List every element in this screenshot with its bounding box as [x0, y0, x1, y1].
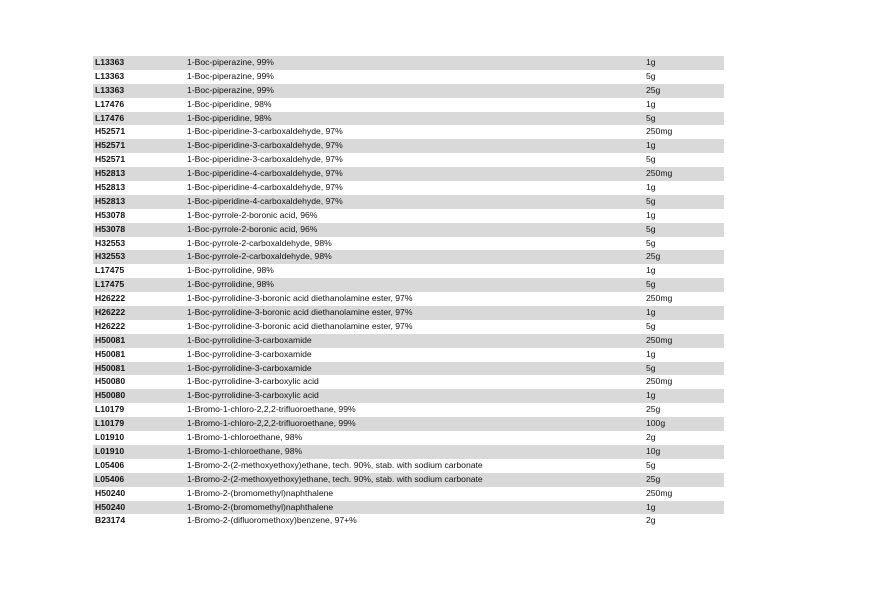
table-row	[93, 403, 724, 417]
product-code: H50080	[95, 390, 126, 401]
pack-size: 1g	[646, 209, 656, 220]
pack-size: 5g	[646, 154, 656, 165]
product-code: H32553	[95, 237, 126, 248]
product-description: 1-Boc-pyrrole-2-carboxaldehyde, 98%	[187, 237, 332, 248]
product-description: 1-Boc-pyrrolidine-3-carboxamide	[187, 348, 312, 359]
table-row	[93, 167, 724, 181]
table-row	[93, 237, 724, 251]
product-code: H50080	[95, 376, 126, 387]
pack-size: 100g	[646, 418, 666, 429]
table-row	[93, 209, 724, 223]
table-row	[93, 334, 724, 348]
pack-size: 10g	[646, 445, 661, 456]
table-row	[93, 320, 724, 334]
product-description: 1-Boc-piperidine-3-carboxaldehyde, 97%	[187, 154, 343, 165]
product-code: L13363	[95, 84, 125, 95]
product-description: 1-Bromo-1-chloroethane, 98%	[187, 432, 303, 443]
product-code: H26222	[95, 320, 126, 331]
pack-size: 25g	[646, 473, 661, 484]
table-row	[93, 292, 724, 306]
product-description: 1-Bromo-1-chloro-2,2,2-trifluoroethane, 99%	[187, 418, 356, 429]
product-description: 1-Bromo-1-chloro-2,2,2-trifluoroethane, 99%	[187, 404, 356, 415]
pack-size: 1g	[646, 307, 656, 318]
table-row	[93, 139, 724, 153]
table-row	[93, 125, 724, 139]
pack-size: 5g	[646, 237, 656, 248]
table-row	[93, 362, 724, 376]
pack-size: 1g	[646, 390, 656, 401]
product-description: 1-Boc-pyrrolidine, 98%	[187, 279, 274, 290]
product-description: 1-Bromo-2-(bromomethyl)naphthalene	[187, 501, 334, 512]
product-description: 1-Boc-piperidine, 98%	[187, 98, 272, 109]
pack-size: 250mg	[646, 168, 673, 179]
product-description: 1-Boc-piperidine-3-carboxaldehyde, 97%	[187, 140, 343, 151]
table-row	[93, 501, 724, 515]
pack-size: 5g	[646, 195, 656, 206]
product-table	[93, 56, 724, 528]
table-row	[93, 348, 724, 362]
table-row	[93, 445, 724, 459]
product-description: 1-Bromo-1-chloroethane, 98%	[187, 445, 303, 456]
table-row	[93, 278, 724, 292]
product-description: 1-Boc-piperidine, 98%	[187, 112, 272, 123]
pack-size: 25g	[646, 404, 661, 415]
pack-size: 1g	[646, 98, 656, 109]
product-description: 1-Boc-piperidine-4-carboxaldehyde, 97%	[187, 182, 343, 193]
pack-size: 250mg	[646, 376, 673, 387]
pack-size: 250mg	[646, 293, 673, 304]
product-code: H50081	[95, 334, 126, 345]
product-code: L17476	[95, 112, 125, 123]
pack-size: 1g	[646, 57, 656, 67]
product-code: H26222	[95, 307, 126, 318]
product-code: L01910	[95, 445, 125, 456]
product-description: 1-Boc-piperidine-4-carboxaldehyde, 97%	[187, 195, 343, 206]
pack-size: 5g	[646, 223, 656, 234]
product-description: 1-Boc-piperazine, 99%	[187, 57, 274, 67]
pack-size: 25g	[646, 251, 661, 262]
product-code: H32553	[95, 251, 126, 262]
product-description: 1-Boc-pyrrolidine-3-carboxylic acid	[187, 376, 319, 387]
product-code: H52813	[95, 168, 126, 179]
table-row	[93, 84, 724, 98]
product-code: L13363	[95, 70, 125, 81]
product-code: H53078	[95, 223, 126, 234]
product-description: 1-Boc-piperazine, 99%	[187, 84, 274, 95]
product-description: 1-Bromo-2-(2-methoxyethoxy)ethane, tech. 90%, stab. with sodium carbonate	[187, 459, 483, 470]
product-description: 1-Boc-pyrrolidine-3-boronic acid diethanolamine ester, 97%	[187, 293, 413, 304]
table-row	[93, 181, 724, 195]
product-description: 1-Boc-pyrrole-2-carboxaldehyde, 98%	[187, 251, 332, 262]
pack-size: 1g	[646, 140, 656, 151]
product-code: L05406	[95, 473, 125, 484]
product-code: H52813	[95, 182, 126, 193]
table-row	[93, 375, 724, 389]
product-code: H50240	[95, 487, 126, 498]
product-code: L13363	[95, 57, 125, 67]
pack-size: 25g	[646, 84, 661, 95]
product-code: L17475	[95, 265, 125, 276]
table-row	[93, 153, 724, 167]
table-row	[93, 250, 724, 264]
product-code: H52571	[95, 140, 126, 151]
product-description: 1-Boc-piperazine, 99%	[187, 70, 274, 81]
table-row	[93, 417, 724, 431]
product-description: 1-Boc-pyrrolidine, 98%	[187, 265, 274, 276]
product-description: 1-Bromo-2-(difluoromethoxy)benzene, 97+%	[187, 515, 357, 526]
pack-size: 2g	[646, 515, 656, 526]
table-row	[93, 98, 724, 112]
table-row	[93, 431, 724, 445]
pack-size: 250mg	[646, 126, 673, 137]
pack-size: 2g	[646, 432, 656, 443]
product-description: 1-Boc-pyrrole-2-boronic acid, 96%	[187, 209, 318, 220]
product-code: L10179	[95, 418, 125, 429]
table-row	[93, 223, 724, 237]
product-description: 1-Bromo-2-(2-methoxyethoxy)ethane, tech. 90%, stab. with sodium carbonate	[187, 473, 483, 484]
pack-size: 1g	[646, 265, 656, 276]
pack-size: 5g	[646, 112, 656, 123]
product-code: H53078	[95, 209, 126, 220]
pack-size: 5g	[646, 279, 656, 290]
product-description: 1-Boc-pyrrolidine-3-carboxamide	[187, 362, 312, 373]
pack-size: 5g	[646, 362, 656, 373]
pack-size: 5g	[646, 70, 656, 81]
table-row	[93, 487, 724, 501]
table-row	[93, 56, 724, 70]
product-code: H50081	[95, 362, 126, 373]
table-row	[93, 514, 724, 528]
product-description: 1-Boc-pyrrolidine-3-carboxamide	[187, 334, 312, 345]
table-row	[93, 389, 724, 403]
table-row	[93, 306, 724, 320]
product-description: 1-Boc-pyrrolidine-3-carboxylic acid	[187, 390, 319, 401]
product-description: 1-Boc-pyrrolidine-3-boronic acid diethanolamine ester, 97%	[187, 307, 413, 318]
product-description: 1-Boc-pyrrolidine-3-boronic acid diethanolamine ester, 97%	[187, 320, 413, 331]
product-code: H50240	[95, 501, 126, 512]
product-code: H26222	[95, 293, 126, 304]
pack-size: 5g	[646, 459, 656, 470]
product-code: H52813	[95, 195, 126, 206]
product-description: 1-Bromo-2-(bromomethyl)naphthalene	[187, 487, 334, 498]
table-row	[93, 473, 724, 487]
pack-size: 1g	[646, 348, 656, 359]
product-code: H52571	[95, 126, 126, 137]
product-code: L17475	[95, 279, 125, 290]
pack-size: 5g	[646, 320, 656, 331]
product-code: B23174	[95, 515, 126, 526]
product-code: L17476	[95, 98, 125, 109]
product-code: L10179	[95, 404, 125, 415]
table-row	[93, 195, 724, 209]
table-row	[93, 112, 724, 126]
pack-size: 1g	[646, 182, 656, 193]
table-row	[93, 70, 724, 84]
product-code: H52571	[95, 154, 126, 165]
table-row	[93, 459, 724, 473]
table-row	[93, 264, 724, 278]
pack-size: 250mg	[646, 334, 673, 345]
pack-size: 1g	[646, 501, 656, 512]
product-description: 1-Boc-piperidine-3-carboxaldehyde, 97%	[187, 126, 343, 137]
pack-size: 250mg	[646, 487, 673, 498]
product-description: 1-Boc-piperidine-4-carboxaldehyde, 97%	[187, 168, 343, 179]
product-description: 1-Boc-pyrrole-2-boronic acid, 96%	[187, 223, 318, 234]
product-code: H50081	[95, 348, 126, 359]
product-code: L05406	[95, 459, 125, 470]
product-code: L01910	[95, 432, 125, 443]
